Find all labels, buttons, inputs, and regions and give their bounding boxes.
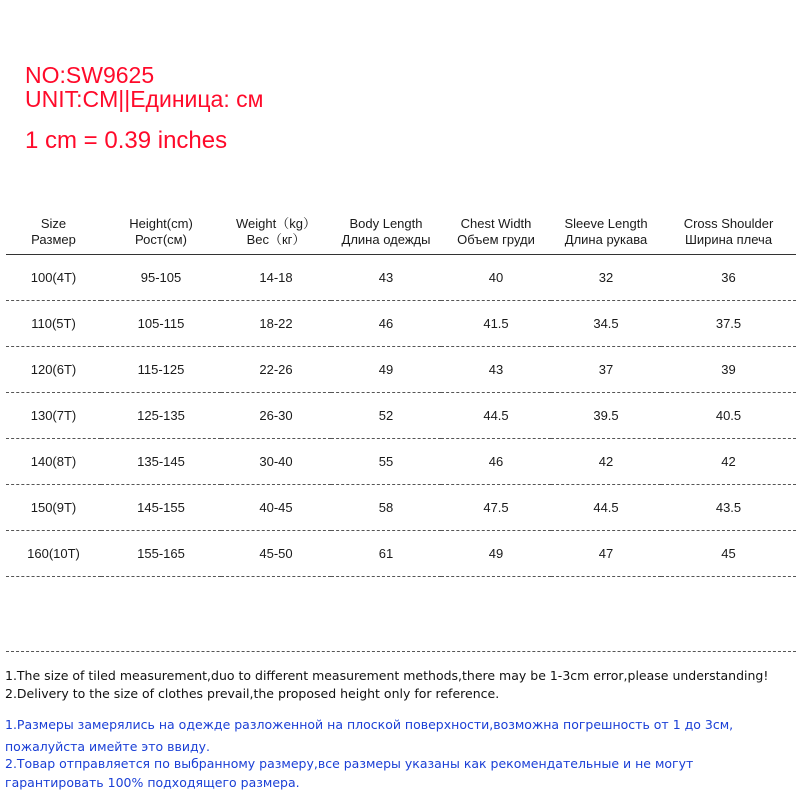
table-cell: 22-26 xyxy=(221,347,331,393)
table-cell: 49 xyxy=(331,347,441,393)
table-cell: 30-40 xyxy=(221,439,331,485)
table-cell: 40-45 xyxy=(221,485,331,531)
table-cell: 130(7T) xyxy=(6,393,101,439)
table-cell: 61 xyxy=(331,531,441,577)
column-header-weight: Weight（kg） Вес（кг） xyxy=(221,210,331,255)
table-row xyxy=(6,301,796,347)
table-cell: 26-30 xyxy=(221,393,331,439)
column-header-height: Height(cm) Рост(см) xyxy=(101,210,221,255)
table-cell: 40.5 xyxy=(661,393,796,439)
note-ru-1-cont: пожалуйста имейте это ввиду. xyxy=(5,739,210,754)
note-ru-1: 1.Размеры замерялись на одежде разложенной на плоской поверхности,возможна погрешность от 1 до 3см, xyxy=(5,717,734,732)
column-header-size: Size Размер xyxy=(6,210,101,255)
table-cell: 46 xyxy=(331,301,441,347)
unit-label: UNIT:CM||Единица: см xyxy=(25,86,264,112)
table-cell: 37.5 xyxy=(661,301,796,347)
table-cell: 41.5 xyxy=(441,301,551,347)
table-cell: 125-135 xyxy=(101,393,221,439)
note-ru-2-cont: гарантировать 100% подходящего размера. xyxy=(5,775,300,790)
table-body xyxy=(6,255,796,577)
table-cell: 18-22 xyxy=(221,301,331,347)
table-header-row xyxy=(6,210,796,255)
table-cell: 43 xyxy=(441,347,551,393)
table-cell: 42 xyxy=(551,439,661,485)
unit-conversion: 1 cm = 0.39 inches xyxy=(25,127,228,154)
table-cell: 140(8T) xyxy=(6,439,101,485)
table-cell: 120(6T) xyxy=(6,347,101,393)
model-number: NO:SW9625 xyxy=(25,62,155,88)
table-row xyxy=(6,531,796,577)
table-cell: 45-50 xyxy=(221,531,331,577)
table-cell: 39.5 xyxy=(551,393,661,439)
column-header-body-length: Body Length Длина одежды xyxy=(331,210,441,255)
table-cell: 40 xyxy=(441,255,551,301)
table-cell: 55 xyxy=(331,439,441,485)
table-cell: 49 xyxy=(441,531,551,577)
size-chart-table xyxy=(6,210,796,577)
table-cell: 42 xyxy=(661,439,796,485)
column-header-cross-shoulder: Cross Shoulder Ширина плеча xyxy=(661,210,796,255)
table-cell: 44.5 xyxy=(441,393,551,439)
table-cell: 135-145 xyxy=(101,439,221,485)
table-cell: 37 xyxy=(551,347,661,393)
table-row xyxy=(6,255,796,301)
table-cell: 45 xyxy=(661,531,796,577)
table-row xyxy=(6,347,796,393)
table-cell: 115-125 xyxy=(101,347,221,393)
table-cell: 110(5T) xyxy=(6,301,101,347)
table-row xyxy=(6,485,796,531)
table-cell: 46 xyxy=(441,439,551,485)
table-cell: 105-115 xyxy=(101,301,221,347)
table-cell: 34.5 xyxy=(551,301,661,347)
table-cell: 160(10T) xyxy=(6,531,101,577)
table-row xyxy=(6,439,796,485)
table-cell: 52 xyxy=(331,393,441,439)
table-cell: 39 xyxy=(661,347,796,393)
table-cell: 47 xyxy=(551,531,661,577)
column-header-sleeve-length: Sleeve Length Длина рукава xyxy=(551,210,661,255)
table-cell: 58 xyxy=(331,485,441,531)
table-cell: 43 xyxy=(331,255,441,301)
column-header-chest-width: Chest Width Объем груди xyxy=(441,210,551,255)
divider xyxy=(6,651,796,652)
note-en-2: 2.Delivery to the size of clothes prevail,the proposed height only for reference. xyxy=(5,686,500,701)
note-ru-2: 2.Товар отправляется по выбранному размеру,все размеры указаны как рекомендательные и не могут xyxy=(5,756,694,771)
table-cell: 44.5 xyxy=(551,485,661,531)
table-cell: 100(4T) xyxy=(6,255,101,301)
table-cell: 95-105 xyxy=(101,255,221,301)
table-cell: 150(9T) xyxy=(6,485,101,531)
table-cell: 155-165 xyxy=(101,531,221,577)
table-cell: 47.5 xyxy=(441,485,551,531)
table-row xyxy=(6,393,796,439)
table-cell: 145-155 xyxy=(101,485,221,531)
table-cell: 14-18 xyxy=(221,255,331,301)
table-cell: 32 xyxy=(551,255,661,301)
note-en-1: 1.The size of tiled measurement,duo to different measurement methods,there may be 1-3cm error,please understanding! xyxy=(5,668,769,683)
table-cell: 36 xyxy=(661,255,796,301)
table-cell: 43.5 xyxy=(661,485,796,531)
